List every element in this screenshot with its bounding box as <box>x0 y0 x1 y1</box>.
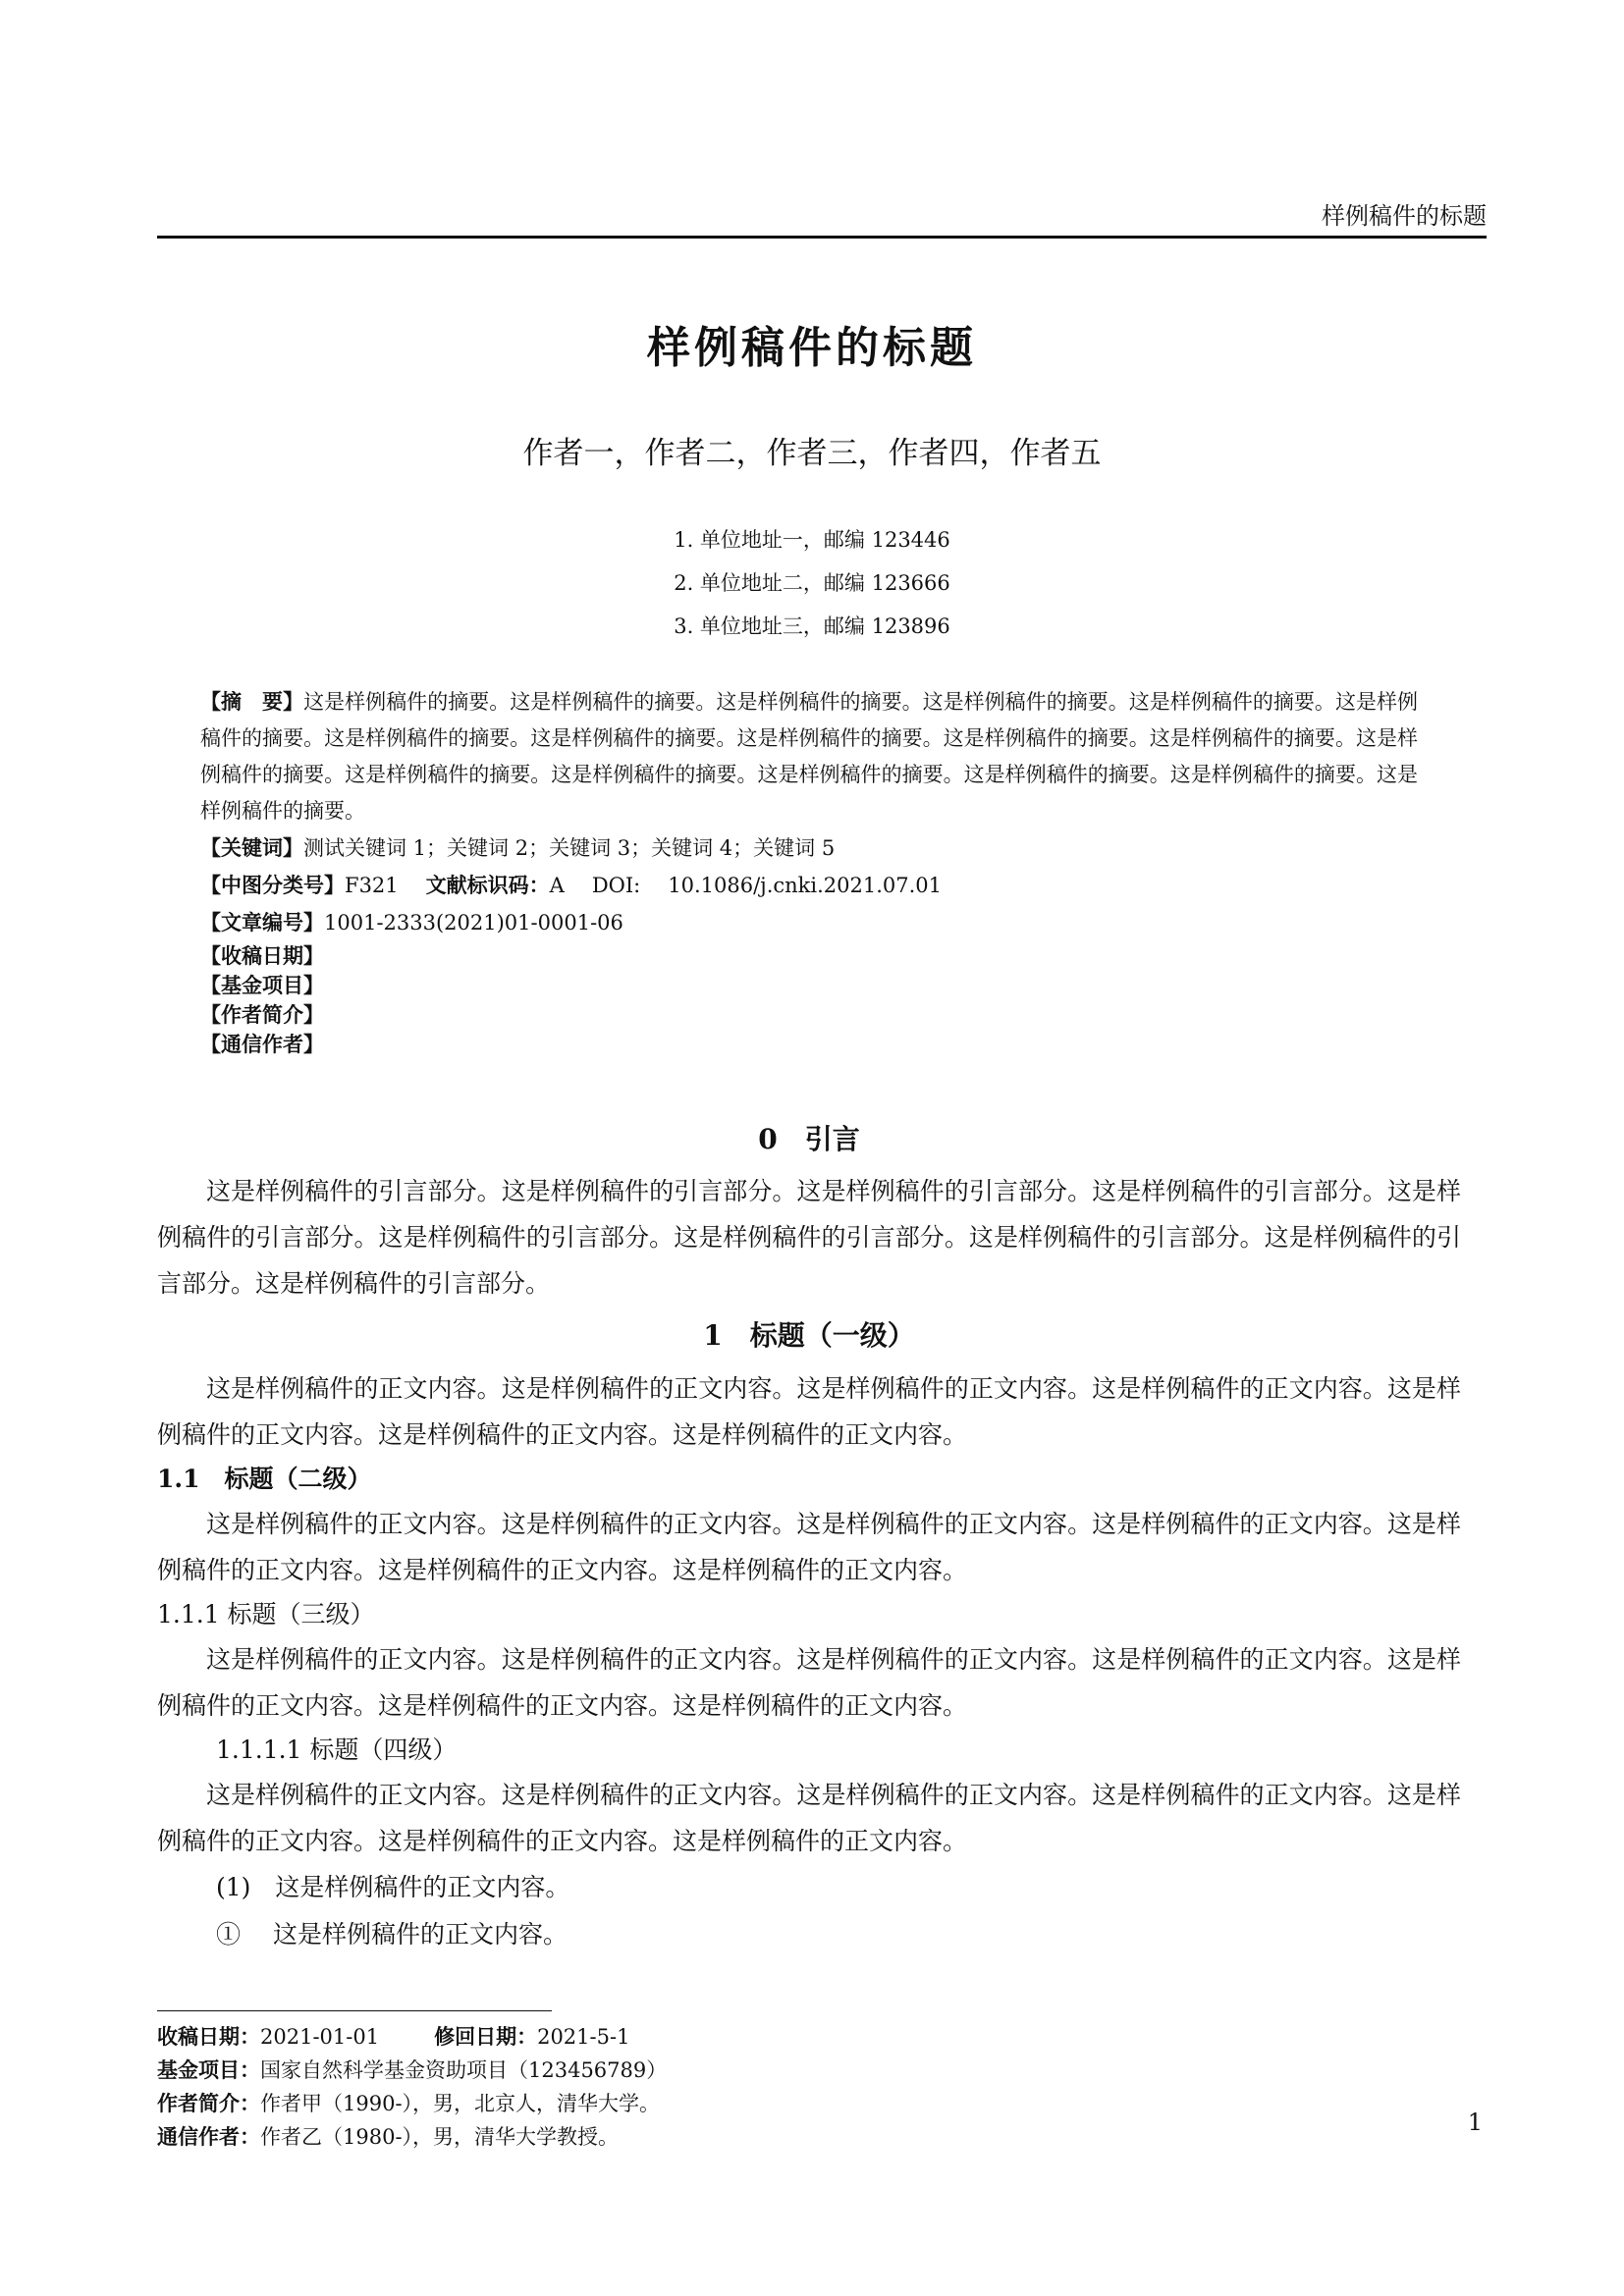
article-number-line <box>200 904 1418 941</box>
clc-label: 【中图分类号】 <box>200 873 345 897</box>
affiliation-list <box>0 518 1624 648</box>
bio-value: 作者甲（1990-），男，北京人，清华大学。 <box>260 2092 661 2115</box>
meta-tag-fund: 【基金项目】 <box>200 973 324 997</box>
page-number: 1 <box>1467 2109 1483 2136</box>
list-item-numbered: (1) 这是样例稿件的正文内容。 <box>216 1873 570 1901</box>
footnote-dates <box>157 2020 1461 2054</box>
clc-value: F321 <box>345 874 399 897</box>
paragraph-level2: 这是样例稿件的正文内容。这是样例稿件的正文内容。这是样例稿件的正文内容。这是样例稿件的正文内容。这是样例稿件的正文内容。这是样例稿件的正文内容。这是样例稿件的正文内容。 <box>157 1510 1461 1584</box>
footnote-fund <box>157 2054 1461 2087</box>
section-heading-level2: 1.1 标题（二级） <box>157 1465 372 1493</box>
running-head: 样例稿件的标题 <box>1322 202 1487 230</box>
doc-code-value: A <box>549 874 565 897</box>
paper-title: 样例稿件的标题 <box>647 323 977 373</box>
footnote-corresponding <box>157 2120 1461 2154</box>
author-list: 作者一，作者二，作者三，作者四，作者五 <box>522 436 1102 471</box>
revised-label: 修回日期： <box>434 2024 538 2049</box>
doi-value: 10.1086/j.cnki.2021.07.01 <box>668 874 943 897</box>
section-heading-introduction: 0 引言 <box>758 1123 860 1155</box>
header-rule <box>157 236 1487 239</box>
article-metadata <box>200 683 1418 1059</box>
keywords-label: 【关键词】 <box>200 835 303 860</box>
abstract-label: 【摘 要】 <box>200 689 304 714</box>
revised-value: 2021-5-1 <box>537 2025 630 2049</box>
article-number-value: 1001-2333(2021)01-0001-06 <box>324 911 623 934</box>
affiliation-item: 1. 单位地址一，邮编 123446 <box>674 528 950 552</box>
paragraph-introduction: 这是样例稿件的引言部分。这是样例稿件的引言部分。这是样例稿件的引言部分。这是样例稿件的引言部分。这是样例稿件的引言部分。这是样例稿件的引言部分。这是样例稿件的引言部分。这是样例稿件的引言部分。这是样例稿件的引言部分。这是样例稿件的引言部分。 <box>157 1177 1461 1298</box>
corr-value: 作者乙（1980-），男，清华大学教授。 <box>260 2125 620 2149</box>
affiliation-item: 3. 单位地址三，邮编 123896 <box>674 614 950 638</box>
doi-label: DOI: <box>591 874 641 897</box>
abstract <box>200 683 1418 829</box>
keywords-text: 测试关键词 1；关键词 2；关键词 3；关键词 4；关键词 5 <box>303 836 836 860</box>
section-heading-level4: 1.1.1.1 标题（四级） <box>216 1735 458 1764</box>
footnote-bio <box>157 2087 1461 2120</box>
meta-tag-bio: 【作者简介】 <box>200 1002 324 1027</box>
paragraph-level3: 这是样例稿件的正文内容。这是样例稿件的正文内容。这是样例稿件的正文内容。这是样例稿件的正文内容。这是样例稿件的正文内容。这是样例稿件的正文内容。这是样例稿件的正文内容。 <box>157 1645 1461 1720</box>
fund-label: 基金项目： <box>157 2057 260 2082</box>
abstract-text: 这是样例稿件的摘要。这是样例稿件的摘要。这是样例稿件的摘要。这是样例稿件的摘要。这是样例稿件的摘要。这是样例稿件的摘要。这是样例稿件的摘要。这是样例稿件的摘要。这是样例稿件的摘要。这是样例稿件的摘要。这是样例稿件的摘要。这是样例稿件的摘要。这是样例稿件的摘要。这是样例稿件的摘要。这是样例稿件的摘要。这是样例稿件的摘要。这是样例稿件的摘要。这是样例稿件的摘要。 <box>200 690 1419 823</box>
corr-label: 通信作者： <box>157 2124 260 2149</box>
affiliation-item: 2. 单位地址二，邮编 123666 <box>674 571 950 595</box>
paragraph-level4: 这是样例稿件的正文内容。这是样例稿件的正文内容。这是样例稿件的正文内容。这是样例稿件的正文内容。这是样例稿件的正文内容。这是样例稿件的正文内容。这是样例稿件的正文内容。 <box>157 1781 1461 1855</box>
meta-tag-received: 【收稿日期】 <box>200 943 324 968</box>
received-value: 2021-01-01 <box>260 2025 380 2049</box>
section-heading-level1: 1 标题（一级） <box>703 1319 915 1352</box>
list-item-circled: ① 这是样例稿件的正文内容。 <box>216 1920 568 1949</box>
bio-label: 作者简介： <box>157 2091 260 2115</box>
keywords <box>200 829 1418 867</box>
article-number-label: 【文章编号】 <box>200 910 324 934</box>
footnotes <box>157 2020 1461 2154</box>
footnote-rule <box>157 2010 552 2011</box>
fund-value: 国家自然科学基金资助项目（123456789） <box>260 2058 668 2082</box>
main-body <box>157 1115 1461 1958</box>
paragraph-level1: 这是样例稿件的正文内容。这是样例稿件的正文内容。这是样例稿件的正文内容。这是样例稿件的正文内容。这是样例稿件的正文内容。这是样例稿件的正文内容。这是样例稿件的正文内容。 <box>157 1374 1461 1449</box>
classification-line <box>200 867 1418 904</box>
received-label: 收稿日期： <box>157 2024 260 2049</box>
section-heading-level3: 1.1.1 标题（三级） <box>157 1600 375 1629</box>
doc-code-label: 文献标识码： <box>425 873 550 897</box>
meta-tag-corresponding: 【通信作者】 <box>200 1032 324 1056</box>
